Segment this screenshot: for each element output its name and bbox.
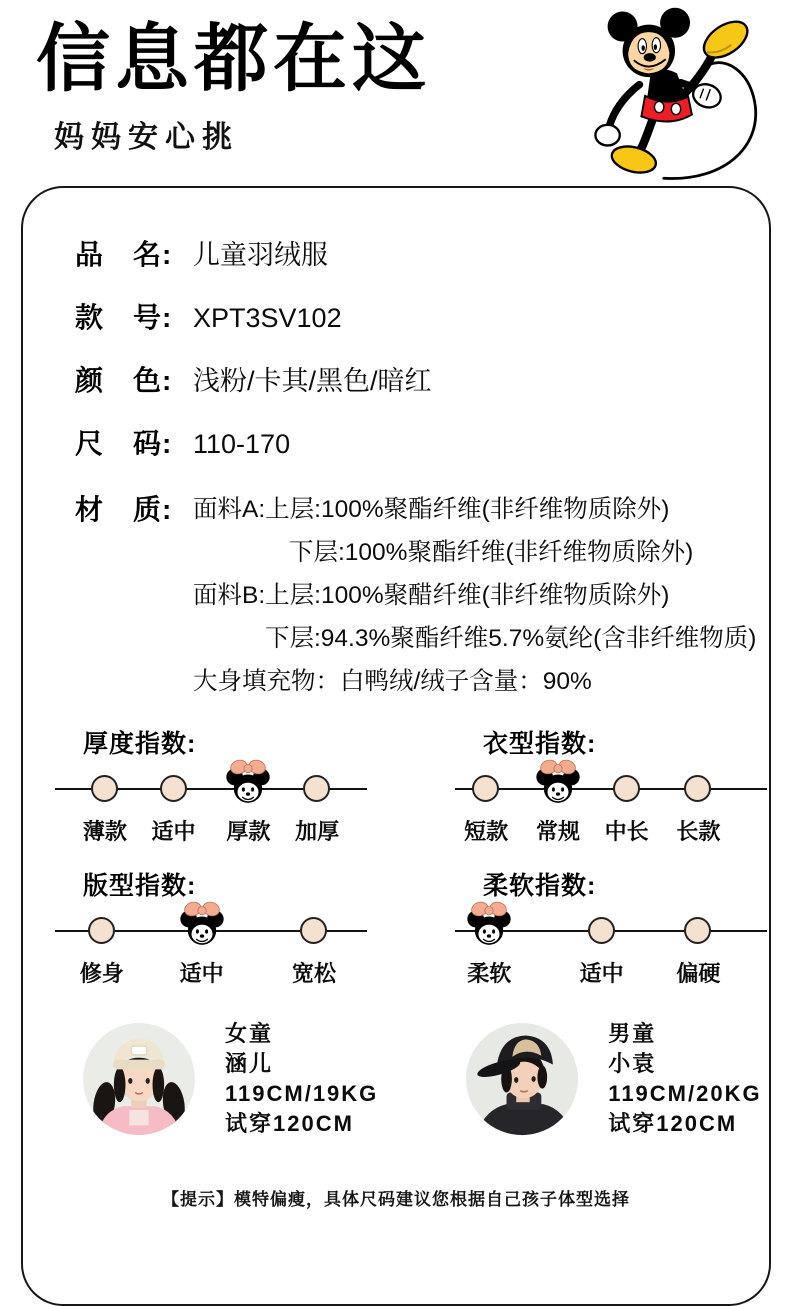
scale-label: 宽松 [291, 961, 336, 986]
field-label: 颜 色: [75, 365, 173, 396]
model-wears-size: 试穿120CM [608, 1111, 738, 1136]
minnie-mouse-marker-icon [464, 897, 514, 951]
scale-label: 加厚 [295, 819, 340, 844]
scale-label: 修身 [79, 961, 124, 986]
material-line: 面料B:上层:100%聚醋纤维(非纤维物质除外) [193, 582, 670, 609]
scale-dot [88, 917, 115, 944]
scale-labels [55, 813, 367, 843]
scale-dot [300, 917, 327, 944]
field-row-name [75, 236, 743, 274]
scale-track [55, 765, 367, 813]
field-row-color [75, 362, 743, 400]
scale-garment-length [455, 727, 767, 843]
model-gender: 男童 [608, 1021, 657, 1046]
scale-label: 适中 [179, 961, 224, 986]
scale-labels [455, 955, 767, 985]
scale-title: 厚度指数: [83, 730, 197, 758]
scale-title: 柔软指数: [483, 872, 597, 900]
scale-label: 常规 [535, 819, 580, 844]
product-fields [75, 236, 757, 703]
scale-dot [303, 775, 330, 802]
tip-note: 【提示】模特偏瘦，具体尺码建议您根据自己孩子体型选择 [162, 1190, 630, 1209]
scale-label: 中长 [604, 819, 649, 844]
minnie-mouse-marker-icon [177, 897, 227, 951]
models-row [81, 1019, 769, 1139]
field-value: 110-170 [193, 429, 291, 459]
scale-label: 薄款 [82, 819, 127, 844]
field-label: 尺 码: [75, 428, 173, 459]
scale-dot [91, 775, 118, 802]
scale-softness [455, 869, 767, 985]
material-line: 下层:94.3%聚酯纤维5.7%氨纶(含非纤维物质) [265, 625, 757, 652]
header [0, 0, 790, 186]
material-line: 下层:100%聚酯纤维(非纤维物质除外) [289, 539, 694, 566]
scale-line [455, 788, 767, 790]
field-value: XPT3SV102 [193, 303, 342, 333]
model-card-boy [464, 1019, 761, 1139]
scale-dot [684, 917, 711, 944]
field-label: 材 质: [75, 494, 173, 525]
field-row-material [75, 488, 757, 703]
girl-avatar [81, 1021, 197, 1137]
scale-labels [455, 813, 767, 843]
field-value: 浅粉/卡其/黑色/暗红 [193, 366, 432, 396]
scale-dot [472, 775, 499, 802]
model-name: 小袁 [608, 1051, 657, 1076]
scale-dot [588, 917, 615, 944]
page-subtitle: 妈妈安心挑 [54, 121, 239, 154]
minnie-mouse-marker-icon [533, 755, 583, 809]
field-row-size [75, 425, 743, 463]
scale-label: 厚款 [226, 819, 271, 844]
field-row-model-no [75, 299, 743, 337]
scale-label: 偏硬 [676, 961, 721, 986]
info-box [21, 186, 771, 1306]
page-title: 信息都在这 [36, 17, 431, 100]
model-card-girl [81, 1019, 378, 1139]
scale-track [55, 907, 367, 955]
scale-label: 柔软 [467, 961, 512, 986]
indices-grid [55, 727, 769, 985]
scale-thickness [55, 727, 367, 843]
scale-track [455, 907, 767, 955]
scale-label: 适中 [579, 961, 624, 986]
model-height-weight: 119CM/20KG [608, 1081, 762, 1106]
model-gender: 女童 [225, 1021, 274, 1046]
field-label: 款 号: [75, 302, 173, 333]
scale-dot [684, 775, 711, 802]
model-wears-size: 试穿120CM [225, 1111, 354, 1136]
scale-title: 版型指数: [83, 872, 197, 900]
field-label: 品 名: [75, 239, 173, 270]
scale-track [455, 765, 767, 813]
scale-title: 衣型指数: [483, 730, 597, 758]
scale-fit [55, 869, 367, 985]
mickey-mouse-icon [550, 4, 772, 182]
model-info [608, 1019, 761, 1139]
material-line: 大身填充物：白鸭绒/绒子含量：90% [193, 668, 592, 695]
material-line: 面料A:上层:100%聚酯纤维(非纤维物质除外) [193, 496, 670, 523]
scale-labels [55, 955, 367, 985]
minnie-mouse-marker-icon [223, 755, 273, 809]
model-height-weight: 119CM/19KG [225, 1081, 379, 1106]
model-name: 涵儿 [225, 1051, 274, 1076]
boy-avatar [464, 1021, 580, 1137]
material-lines [193, 488, 756, 703]
field-value: 儿童羽绒服 [193, 240, 328, 270]
scale-label: 短款 [464, 819, 509, 844]
scale-label: 长款 [676, 819, 721, 844]
scale-label: 适中 [151, 819, 196, 844]
scale-dot [613, 775, 640, 802]
model-info [225, 1019, 378, 1139]
scale-dot [160, 775, 187, 802]
